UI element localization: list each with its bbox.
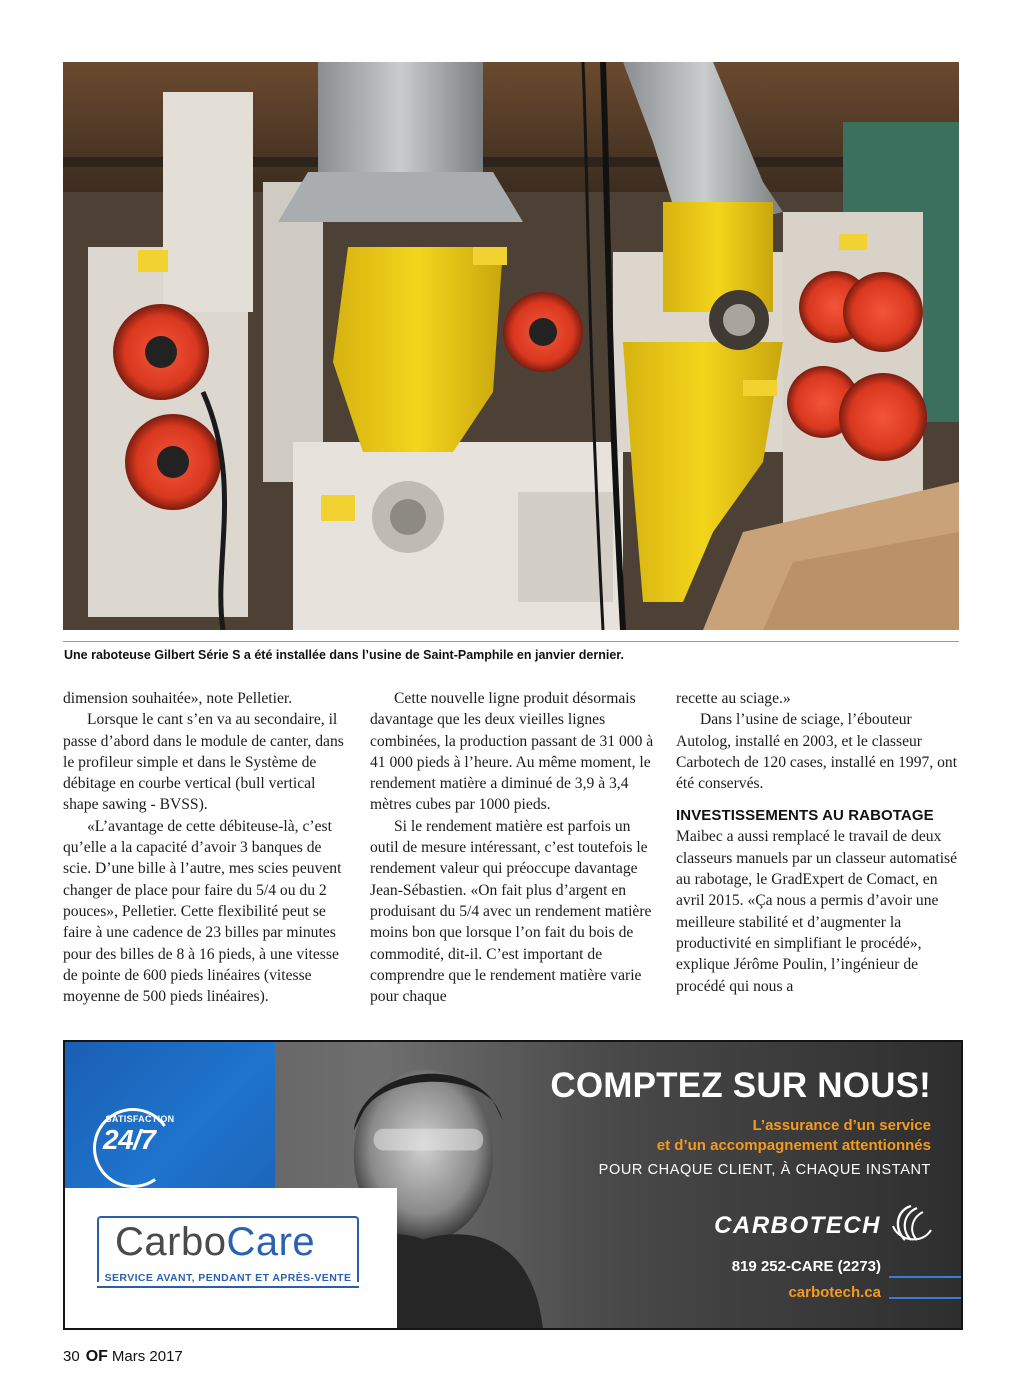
- paragraph: «L’avantage de cette débiteuse-là, c’est qu’elle a la capacité d’avoir 3 banques de scie. D’une bille à l’autre, mes scies peuvent changer de place pour faire du 5/4 ou du 2 pouces», Pelletier. Cette flexibilité peut se faire à une cadence de 23 billes par minutes pour des billes de 8 à 16 pieds, à une vitesse de pointe de 600 pieds linéaires (vitesse moyenne de 500 pieds linéaires).: [63, 817, 342, 1006]
- ad-website-link[interactable]: carbotech.ca: [788, 1284, 881, 1301]
- paragraph: Dans l’usine de sciage, l’ébouteur Autolog, installé en 2003, et le classeur Carbotech de 120 cases, installé en 1997, ont été conservés.: [676, 711, 958, 793]
- carbocare-wordmark: [115, 1220, 315, 1265]
- badge-value: 24/7: [103, 1124, 156, 1155]
- paragraph: Cette nouvelle ligne produit désormais davantage que les deux vieilles lignes combinées, la production passant de 31 000 à 41 000 pieds à l’heure. Au même moment, le rendement matière a diminué de 3,9 à 3,4 mètres cubes par 1000 pieds.: [370, 690, 654, 814]
- paragraph: dimension souhaitée», note Pelletier.: [63, 690, 293, 707]
- ad-headline: COMPTEZ SUR NOUS!: [550, 1066, 931, 1105]
- badge-label: SATISFACTION: [105, 1114, 175, 1124]
- page-number: 30: [63, 1348, 80, 1365]
- ad-subheadline: [657, 1116, 931, 1156]
- page-footer: [63, 1348, 183, 1366]
- magazine-name: OF: [85, 1348, 108, 1365]
- carbocare-logo-box: [65, 1188, 397, 1328]
- carbocare-part2: Care: [226, 1220, 316, 1264]
- caption-divider: [63, 641, 959, 642]
- decorative-line: [889, 1276, 961, 1278]
- paragraph: Lorsque le cant s’en va au secondaire, il passe d’abord dans le module de canter, dans le profileur simple et dans le Système de débitage en courbe vertical (bull vertical shape sawing - BVSS).: [63, 711, 344, 814]
- decorative-line: [889, 1297, 961, 1299]
- article-photo: [63, 62, 959, 630]
- photo-caption: Une raboteuse Gilbert Série S a été installée dans l’usine de Saint-Pamphile en janvier dernier.: [64, 648, 624, 662]
- carbocare-part1: Carbo: [115, 1220, 227, 1264]
- article-column-1: [63, 688, 349, 1007]
- issue-date: Mars 2017: [111, 1348, 183, 1365]
- carbocare-underline: [97, 1286, 359, 1288]
- carbotech-advertisement[interactable]: [63, 1040, 963, 1330]
- paragraph: Maibec a aussi remplacé le travail de deux classeurs manuels par un classeur automatisé au rabotage, le GradExpert de Comact, en avril 2015. «Ça nous a permis d’avoir une meilleure stabilité et d’augmenter la productivité en simplifiant le procédé», explique Jérôme Poulin, l’ingénieur de procédé qui nous a: [676, 828, 958, 995]
- ad-phone-number[interactable]: 819 252-CARE (2273): [731, 1258, 881, 1275]
- paragraph: recette au sciage.»: [676, 690, 791, 707]
- paragraph: Si le rendement matière est parfois un outil de mesure intéressant, c’est toutefois le rendement valeur qui préoccupe davantage Jean-Sébastien. «On fait plus d’argent en produisant du 5/4 avec un rendement matière moins bon que lorsque l’on fait du bois de commodité, dit-il. C’est important de comprendre que le rendement matière varie pour chaque: [370, 817, 652, 1006]
- article-column-3: [676, 688, 962, 997]
- section-heading: INVESTISSEMENTS AU RABOTAGE: [676, 807, 934, 825]
- ad-tagline: POUR CHAQUE CLIENT, À CHAQUE INSTANT: [598, 1162, 931, 1178]
- article-column-2: [370, 688, 656, 1007]
- planer-machine-illustration: [63, 62, 959, 630]
- carbotech-logo-text: CARBOTECH: [714, 1212, 881, 1239]
- carbotech-swirl-icon: [887, 1202, 935, 1246]
- ad-sub-line1: L’assurance d’un service: [752, 1117, 931, 1134]
- ad-sub-line2: et d’un accompagnement attentionnés: [656, 1137, 931, 1154]
- carbocare-tagline: SERVICE AVANT, PENDANT ET APRÈS-VENTE: [104, 1272, 352, 1284]
